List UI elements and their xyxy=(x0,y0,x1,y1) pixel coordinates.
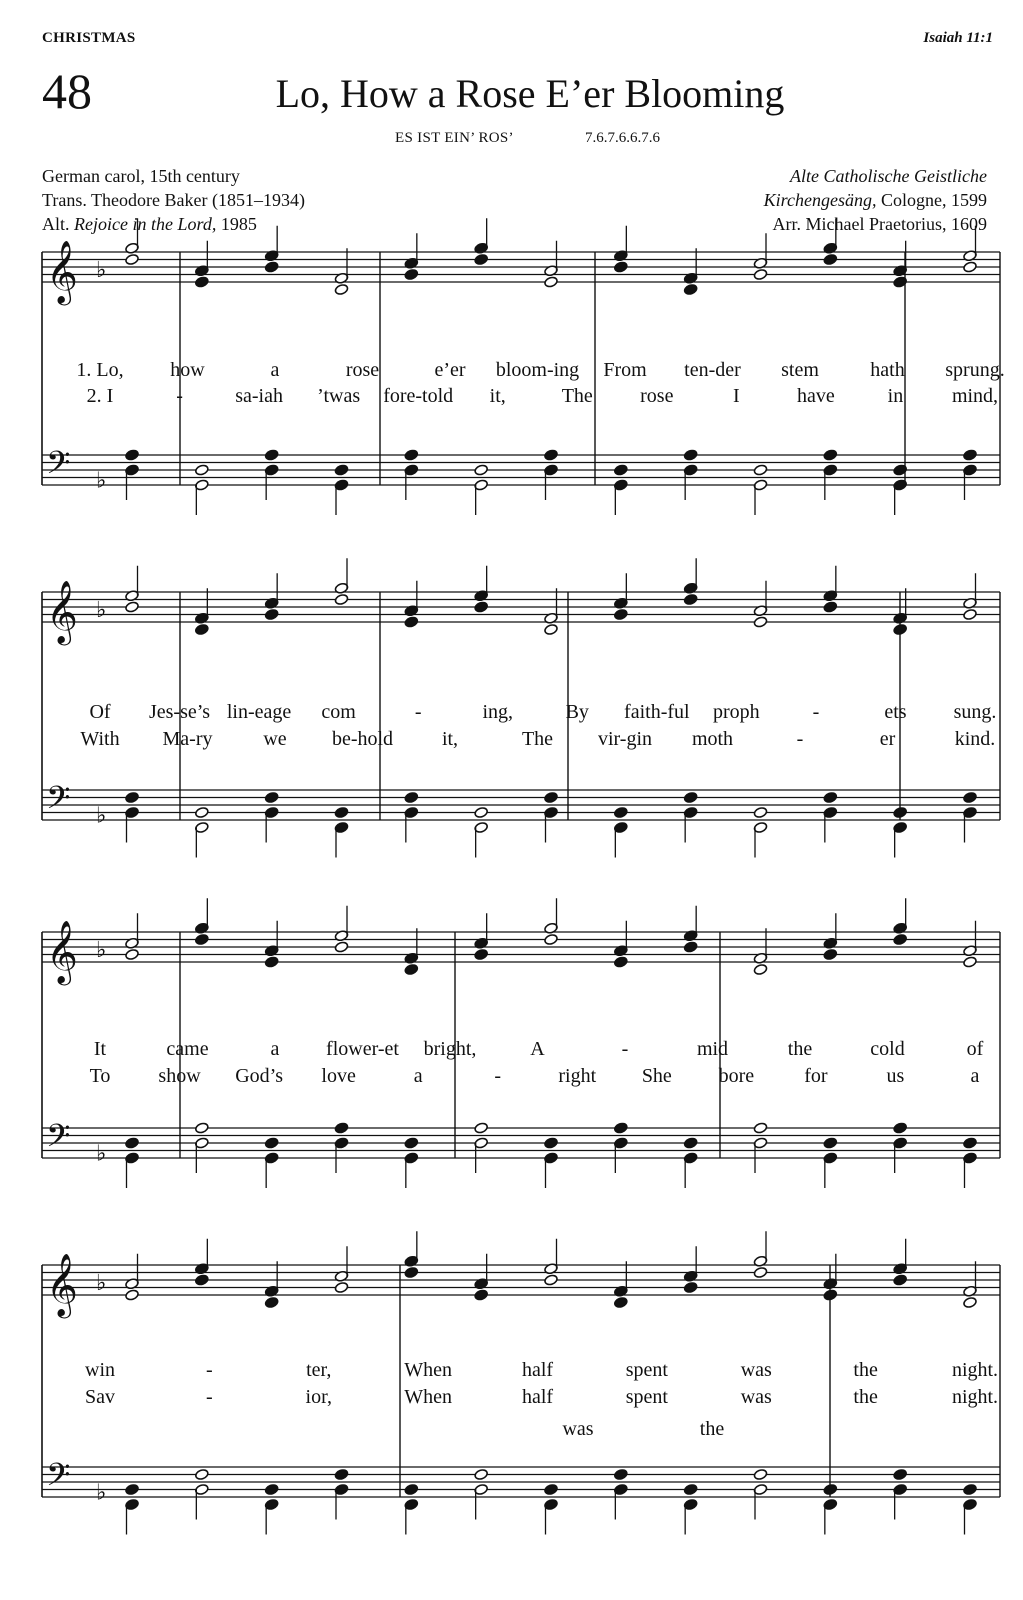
lyric-syllable: bright, xyxy=(423,1038,477,1060)
half-note xyxy=(334,1281,349,1293)
flat-icon: ♭ xyxy=(96,1141,107,1167)
quarter-note xyxy=(893,623,908,635)
lyric-syllable: ten-der xyxy=(684,359,741,381)
quarter-note xyxy=(823,449,838,461)
alt-source: Rejoice in the Lord, xyxy=(74,214,217,234)
quarter-note xyxy=(823,948,838,960)
quarter-note xyxy=(125,791,140,803)
half-note xyxy=(195,1122,210,1134)
flat-icon: ♭ xyxy=(96,597,107,623)
lyric-syllable: A xyxy=(530,1038,545,1060)
quarter-note xyxy=(334,464,349,476)
lyric-syllable: a xyxy=(270,1038,280,1060)
lyric-syllable: 1. Lo, xyxy=(76,359,124,381)
lyric-syllable: - xyxy=(796,728,804,750)
quarter-note xyxy=(544,449,559,461)
lyric-syllable: bore xyxy=(718,1065,755,1087)
quarter-note xyxy=(195,623,210,635)
lyric-syllable: half xyxy=(521,1359,554,1381)
quarter-note xyxy=(614,806,629,818)
arranger-credit: Arr. Michael Praetorius, 1609 xyxy=(772,214,987,234)
quarter-note xyxy=(823,791,838,803)
quarter-note xyxy=(264,1137,279,1149)
flat-icon: ♭ xyxy=(96,937,107,963)
half-note xyxy=(125,948,140,960)
hymn-title: Lo, How a Rose E’er Blooming xyxy=(275,71,785,116)
lyric-syllable: She xyxy=(641,1065,672,1087)
lyric-syllable: sprung. xyxy=(945,359,1005,381)
half-note xyxy=(544,623,559,635)
quarter-note xyxy=(614,1296,629,1308)
lyric-syllable: a xyxy=(970,1065,980,1087)
quarter-note xyxy=(683,791,698,803)
bass-clef-icon: 𝄢 xyxy=(46,1456,71,1501)
half-note xyxy=(474,1122,489,1134)
lyric-syllable: By xyxy=(565,701,589,723)
half-note xyxy=(753,806,768,818)
lyric-syllable: us xyxy=(886,1065,905,1087)
lyric-syllable: sung. xyxy=(953,701,997,723)
half-note xyxy=(334,283,349,295)
lyric-syllable: - xyxy=(414,701,422,723)
lyric-syllable: fore-told xyxy=(383,385,454,407)
lyric-syllable: stem xyxy=(781,359,819,381)
lyric-syllable: a xyxy=(413,1065,423,1087)
lyric-syllable: Of xyxy=(89,701,111,723)
quarter-note xyxy=(125,449,140,461)
lyric-syllable: it, xyxy=(441,728,459,750)
lyric-syllable: night. xyxy=(951,1359,999,1381)
lyric-syllable: spent xyxy=(625,1359,668,1381)
quarter-note xyxy=(125,1137,140,1149)
lyric-syllable: ter, xyxy=(306,1359,332,1381)
quarter-note xyxy=(614,608,629,620)
lyric-syllable: - xyxy=(176,385,183,407)
bass-clef-icon: 𝄢 xyxy=(46,779,71,824)
quarter-note xyxy=(404,791,419,803)
lyric-syllable: Jes-se’s xyxy=(148,701,211,723)
lyric-syllable: the xyxy=(699,1418,725,1440)
lyric-syllable: we xyxy=(263,728,287,750)
lyric-syllable: the xyxy=(853,1359,878,1381)
quarter-note xyxy=(823,253,838,265)
lyric-syllable: - xyxy=(812,701,820,723)
quarter-note xyxy=(614,1122,629,1134)
half-note xyxy=(753,464,768,476)
lyric-syllable: To xyxy=(89,1065,111,1087)
scripture-reference: Isaiah 11:1 xyxy=(923,30,993,46)
lyric-syllable: - xyxy=(621,1038,629,1060)
lyric-syllable: proph xyxy=(713,701,760,723)
lyric-syllable: in xyxy=(887,385,904,407)
lyric-syllable: night. xyxy=(951,1386,999,1408)
lyric-syllable: spent xyxy=(625,1386,668,1408)
quarter-note xyxy=(963,449,978,461)
quarter-note xyxy=(334,806,349,818)
quarter-note xyxy=(195,1274,210,1286)
quarter-note xyxy=(893,933,908,945)
lyric-syllable: er xyxy=(879,728,896,750)
half-note xyxy=(474,806,489,818)
quarter-note xyxy=(404,268,419,280)
music-credit-line: Alte Catholische Geistliche xyxy=(790,166,987,186)
lyric-syllable: came xyxy=(166,1038,209,1060)
lyric-syllable: the xyxy=(787,1038,813,1060)
quarter-note xyxy=(893,1122,908,1134)
bass-clef-icon: 𝄢 xyxy=(46,1117,71,1162)
lyric-syllable: faith-ful xyxy=(624,701,690,723)
lyric-syllable: ior, xyxy=(305,1386,332,1408)
lyric-syllable: Ma-ry xyxy=(162,728,213,750)
quarter-note xyxy=(404,1483,419,1495)
half-note xyxy=(753,1122,768,1134)
quarter-note xyxy=(404,616,419,628)
quarter-note xyxy=(614,956,629,968)
quarter-note xyxy=(614,464,629,476)
quarter-note xyxy=(544,1137,559,1149)
treble-clef-icon: 𝄞 xyxy=(46,580,78,643)
flat-icon: ♭ xyxy=(96,1480,107,1506)
half-note xyxy=(753,1266,768,1278)
half-note xyxy=(544,1274,559,1286)
lyric-syllable: was xyxy=(740,1386,772,1408)
half-note xyxy=(753,963,768,975)
lyric-syllable: of xyxy=(966,1038,984,1060)
lyric-syllable: love xyxy=(321,1065,356,1087)
lyric-syllable: cold xyxy=(870,1038,905,1060)
quarter-note xyxy=(683,593,698,605)
hymn-number: 48 xyxy=(42,63,92,119)
lyric-syllable: When xyxy=(404,1359,453,1381)
quarter-note xyxy=(893,1468,908,1480)
quarter-note xyxy=(614,1468,629,1480)
quarter-note xyxy=(334,1468,349,1480)
quarter-note xyxy=(474,948,489,960)
quarter-note xyxy=(544,1483,559,1495)
flat-icon: ♭ xyxy=(96,803,107,829)
quarter-note xyxy=(544,791,559,803)
half-note xyxy=(195,464,210,476)
quarter-note xyxy=(264,1483,279,1495)
lyric-syllable: ing, xyxy=(482,701,514,723)
half-note xyxy=(195,1468,210,1480)
lyric-syllable: mid xyxy=(696,1038,729,1060)
quarter-note xyxy=(125,1483,140,1495)
quarter-note xyxy=(963,1483,978,1495)
half-note xyxy=(474,1468,489,1480)
lyric-syllable: kind. xyxy=(954,728,996,750)
half-note xyxy=(963,261,978,273)
lyric-syllable: sa-iah xyxy=(235,385,283,407)
half-note xyxy=(334,593,349,605)
half-note xyxy=(963,608,978,620)
lyric-syllable: rose xyxy=(345,359,380,381)
flat-icon: ♭ xyxy=(96,1270,107,1296)
lyric-syllable: have xyxy=(797,385,835,407)
quarter-note xyxy=(683,941,698,953)
quarter-note xyxy=(963,1137,978,1149)
treble-clef-icon: 𝄞 xyxy=(46,920,78,983)
quarter-note xyxy=(334,1122,349,1134)
quarter-note xyxy=(404,963,419,975)
lyric-syllable: was xyxy=(562,1418,594,1440)
lyric-syllable: - xyxy=(206,1359,213,1381)
lyric-syllable: was xyxy=(740,1359,772,1381)
lyric-syllable: With xyxy=(80,728,120,750)
half-note xyxy=(963,956,978,968)
half-note xyxy=(474,464,489,476)
quarter-note xyxy=(404,1266,419,1278)
quarter-note xyxy=(264,449,279,461)
half-note xyxy=(125,253,140,265)
quarter-note xyxy=(893,806,908,818)
quarter-note xyxy=(264,261,279,273)
text-credit-line: Trans. Theodore Baker (1851–1934) xyxy=(42,190,305,210)
lyric-syllable: how xyxy=(170,359,205,381)
alt-year: 1985 xyxy=(220,214,257,234)
lyric-syllable: hath xyxy=(870,359,905,381)
lyric-syllable: The xyxy=(521,728,554,750)
lyric-syllable: When xyxy=(404,1386,453,1408)
quarter-note xyxy=(474,601,489,613)
half-note xyxy=(334,941,349,953)
quarter-note xyxy=(474,253,489,265)
lyric-syllable: com xyxy=(321,701,356,723)
half-note xyxy=(195,806,210,818)
quarter-note xyxy=(683,283,698,295)
meter: 7.6.7.6.6.7.6 xyxy=(585,130,660,146)
text-credit-line: German carol, 15th century xyxy=(42,166,240,186)
half-note xyxy=(753,1468,768,1480)
quarter-note xyxy=(823,1483,838,1495)
lyric-syllable: The xyxy=(561,385,593,407)
quarter-note xyxy=(823,601,838,613)
lyric-syllable: lin-eage xyxy=(226,701,292,723)
lyric-syllable: be-hold xyxy=(331,728,394,750)
quarter-note xyxy=(683,1137,698,1149)
quarter-note xyxy=(195,933,210,945)
lyric-syllable: It xyxy=(93,1038,107,1060)
half-note xyxy=(544,933,559,945)
lyric-syllable: for xyxy=(804,1065,828,1087)
quarter-note xyxy=(683,1483,698,1495)
alt-prefix: Alt. xyxy=(42,214,70,234)
quarter-note xyxy=(264,956,279,968)
section-heading: CHRISTMAS xyxy=(42,30,136,46)
lyric-syllable: flower-et xyxy=(326,1038,399,1060)
quarter-note xyxy=(195,276,210,288)
treble-clef-icon: 𝄞 xyxy=(46,240,78,303)
quarter-note xyxy=(264,608,279,620)
quarter-note xyxy=(683,449,698,461)
lyric-syllable: win xyxy=(85,1359,115,1381)
half-note xyxy=(125,1289,140,1301)
bass-clef-icon: 𝄢 xyxy=(46,444,71,489)
half-note xyxy=(544,276,559,288)
lyric-syllable: rose xyxy=(640,385,674,407)
lyric-syllable: half xyxy=(521,1386,554,1408)
lyric-syllable: bloom-ing xyxy=(495,359,580,381)
lyric-syllable: vir-gin xyxy=(597,728,653,750)
quarter-note xyxy=(963,791,978,803)
quarter-note xyxy=(614,261,629,273)
lyric-syllable: 2. I xyxy=(86,385,114,407)
lyric-syllable: I xyxy=(733,385,740,407)
lyric-syllable: God’s xyxy=(235,1065,283,1087)
half-note xyxy=(753,616,768,628)
lyric-syllable: show xyxy=(158,1065,201,1087)
lyric-syllable: moth xyxy=(691,728,734,750)
lyric-syllable: e’er xyxy=(434,359,466,381)
lyric-syllable: ’twas xyxy=(317,385,361,407)
quarter-note xyxy=(893,1274,908,1286)
quarter-note xyxy=(823,1137,838,1149)
quarter-note xyxy=(683,1281,698,1293)
quarter-note xyxy=(404,449,419,461)
lyric-syllable: mind, xyxy=(951,385,999,407)
lyric-syllable: From xyxy=(603,359,647,381)
half-note xyxy=(753,268,768,280)
music-source: Kirchengesäng, xyxy=(763,190,877,210)
quarter-note xyxy=(404,1137,419,1149)
half-note xyxy=(125,601,140,613)
tune-name: ES IST EIN’ ROS’ xyxy=(395,130,514,146)
lyric-syllable: a xyxy=(270,359,280,381)
flat-icon: ♭ xyxy=(96,257,107,283)
quarter-note xyxy=(823,1289,838,1301)
lyric-syllable: the xyxy=(853,1386,878,1408)
lyric-syllable: Sav xyxy=(85,1386,115,1408)
quarter-note xyxy=(474,1289,489,1301)
lyric-syllable: right xyxy=(558,1065,597,1087)
lyric-syllable: - xyxy=(206,1386,213,1408)
lyric-syllable: it, xyxy=(489,385,506,407)
lyric-syllable: - xyxy=(494,1065,502,1087)
music-source-place: Cologne, 1599 xyxy=(881,190,987,210)
half-note xyxy=(963,1296,978,1308)
flat-icon: ♭ xyxy=(96,468,107,494)
treble-clef-icon: 𝄞 xyxy=(46,1253,78,1316)
quarter-note xyxy=(264,791,279,803)
lyric-syllable: ets xyxy=(884,701,907,723)
quarter-note xyxy=(264,1296,279,1308)
